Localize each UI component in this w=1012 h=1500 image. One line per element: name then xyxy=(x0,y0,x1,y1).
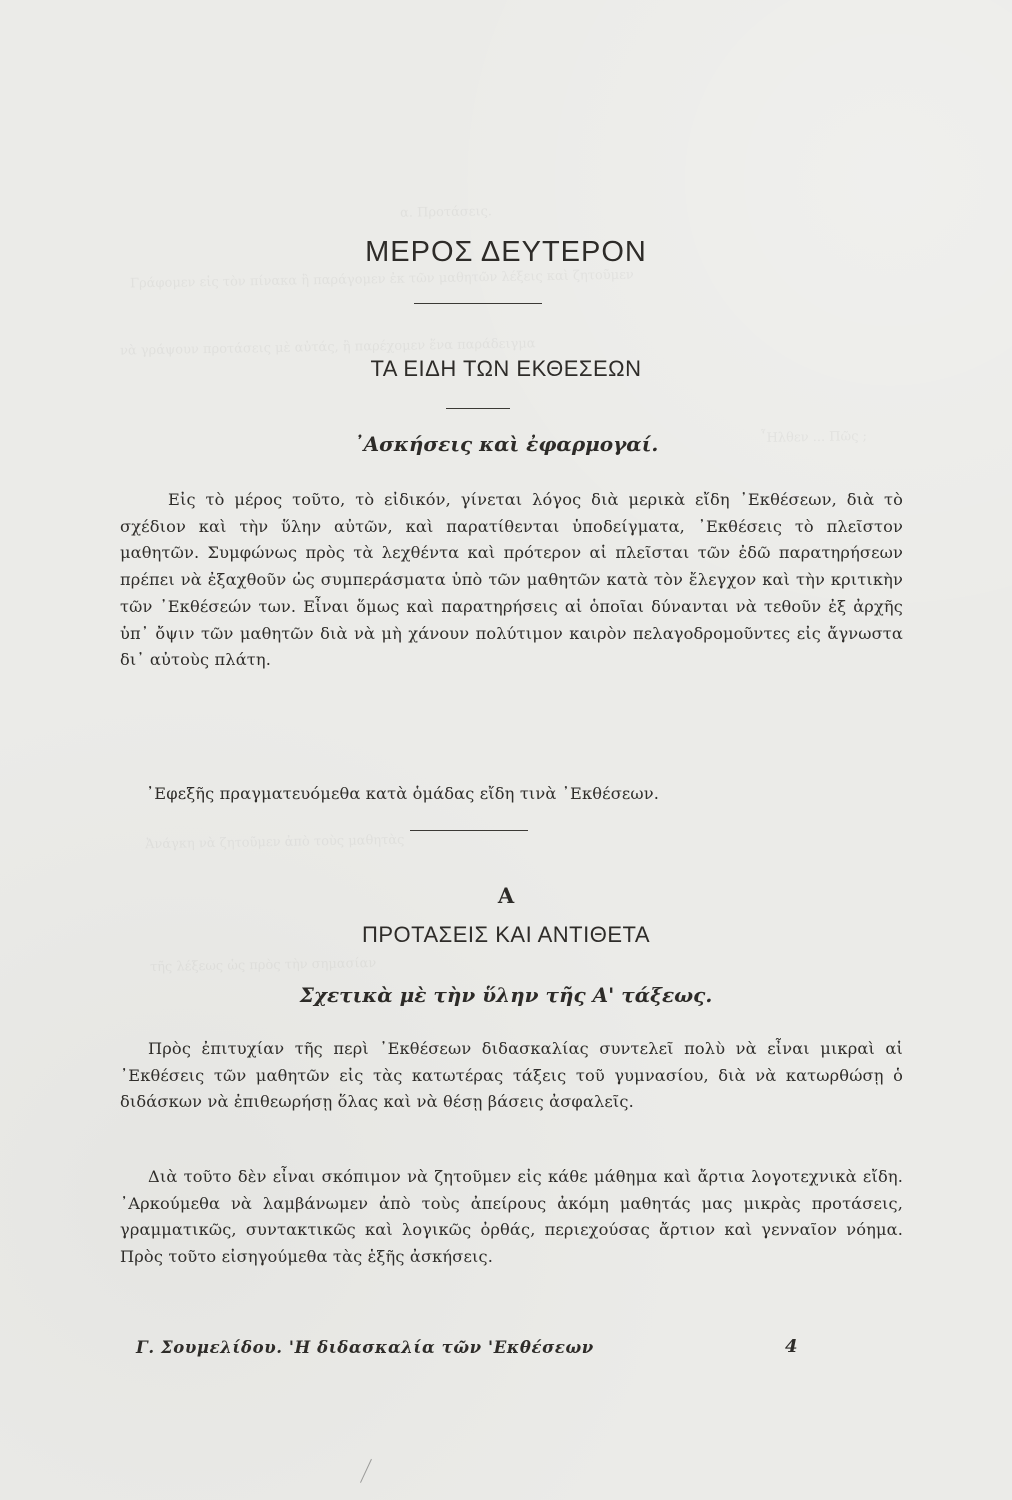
paper-mark xyxy=(360,1459,381,1487)
body-paragraph: Διὰ τοῦτο δὲν εἶναι σκόπιμον νὰ ζητοῦμεν εἰς κάθε μάθημα καὶ ἄρτια λογοτεχνικὰ εἴδη. ᾿Αρκούμεθα νὰ λαμβάνωμεν ἀπὸ τοὺς ἀπείρους ἀκόμη μαθητάς μας μικρὰς προτάσεις, γραμματικῶς, συντακτικῶς καὶ λογικῶς ὀρθάς, περιεχούσας ἄρτιον καὶ γενναῖον νόημα. Πρὸς τοῦτο εἰσηγούμεθα τὰς ἑξῆς ἀσκήσεις. xyxy=(120,1167,903,1267)
bleed-through-text: α. Προτάσεις. xyxy=(399,204,493,221)
bleed-through-text: ῏Ηλθεν ... Πῶς ; xyxy=(759,429,868,446)
chapter-letter: Α xyxy=(497,883,515,908)
part-title: ΜΕΡΟΣ ΔΕΥΤΕΡΟΝ xyxy=(365,236,647,268)
divider-rule xyxy=(414,303,542,304)
bleed-through-text: Ἀνάγκη νὰ ζητοῦμεν ἀπὸ τοὺς μαθητὰς xyxy=(144,832,405,853)
divider-rule xyxy=(410,830,528,831)
chapter-subtitle: Σχετικὰ μὲ τὴν ὕλην τῆς Α' τάξεως. xyxy=(299,983,713,1007)
intro-paragraph: Εἰς τὸ μέρος τοῦτο, τὸ εἰδικόν, γίνεται λόγος διὰ μερικὰ εἴδη ᾿Εκθέσεων, διὰ τὸ σχέδιον καὶ τὴν ὕλην αὐτῶν, καὶ παρατίθενται ὑποδείγματα, ᾿Εκθέσεις τὸ πλεῖστον μαθητῶν. Συμφώνως πρὸς τὰ λεχθέντα καὶ πρότερον αἱ πλεῖσται τῶν ἐδῶ παρατηρήσεων πρέπει νὰ ἐξαχθοῦν ὡς συμπεράσματα ὑπὸ τῶν μαθητῶν κατὰ τὸν ἔλεγχον καὶ τὴν κριτικὴν τῶν ᾿Εκθέσεών των. Εἶναι ὅμως καὶ παρατηρήσεις αἱ ὁποῖαι δύνανται νὰ τεθοῦν ἐξ ἀρχῆς ὑπ᾿ ὄψιν τῶν μαθητῶν διὰ νὰ μὴ χάνουν πολύτιμον καιρὸν πελαγοδρομοῦντες εἰς ἄγνωστα δι᾿ αὐτοὺς πλάτη. xyxy=(120,490,903,670)
body-paragraph: Πρὸς ἐπιτυχίαν τῆς περὶ ᾿Εκθέσεων διδασκαλίας συντελεῖ πολὺ νὰ εἶναι μικραὶ αἱ ᾿Εκθέσεις τῶν μαθητῶν εἰς τὰς κατωτέρας τάξεις τοῦ γυμνασίου, διὰ νὰ κατωρθώσῃ ὁ διδάσκων νὰ ἐπιθεωρήσῃ ὅλας καὶ νὰ θέσῃ βάσεις ἀσφαλεῖς. xyxy=(120,1039,903,1112)
bleed-through-text: τῆς λέξεως ὡς πρὸς τὴν σημασίαν xyxy=(149,956,377,975)
page-number: 4 xyxy=(785,1336,798,1357)
bleed-through-text: νὰ γράψουν προτάσεις μὲ αὐτάς, ἢ παρέχομεν ἕνα παράδειγμα xyxy=(119,336,536,359)
section-subtitle: ᾿Ασκήσεις καὶ ἐφαρμογαί. xyxy=(353,432,659,456)
running-footer: Γ. Σουμελίδου. 'Η διδασκαλία τῶν 'Εκθέσεων xyxy=(136,1338,594,1357)
divider-rule xyxy=(446,408,510,409)
section-title: ΤΑ ΕΙΔΗ ΤΩΝ ΕΚΘΕΣΕΩΝ xyxy=(370,356,642,381)
chapter-title: ΠΡΟΤΑΣΕΙΣ ΚΑΙ ΑΝΤΙΘΕΤΑ xyxy=(362,922,650,947)
bleed-through-text: Γράφομεν εἰς τὸν πίνακα ἢ παράγομεν ἐκ τῶν μαθητῶν λέξεις καὶ ζητοῦμεν xyxy=(129,267,634,292)
continuation-paragraph: ᾿Εφεξῆς πραγματευόμεθα κατὰ ὁμάδας εἴδη τινὰ ᾿Εκθέσεων. xyxy=(146,784,660,803)
